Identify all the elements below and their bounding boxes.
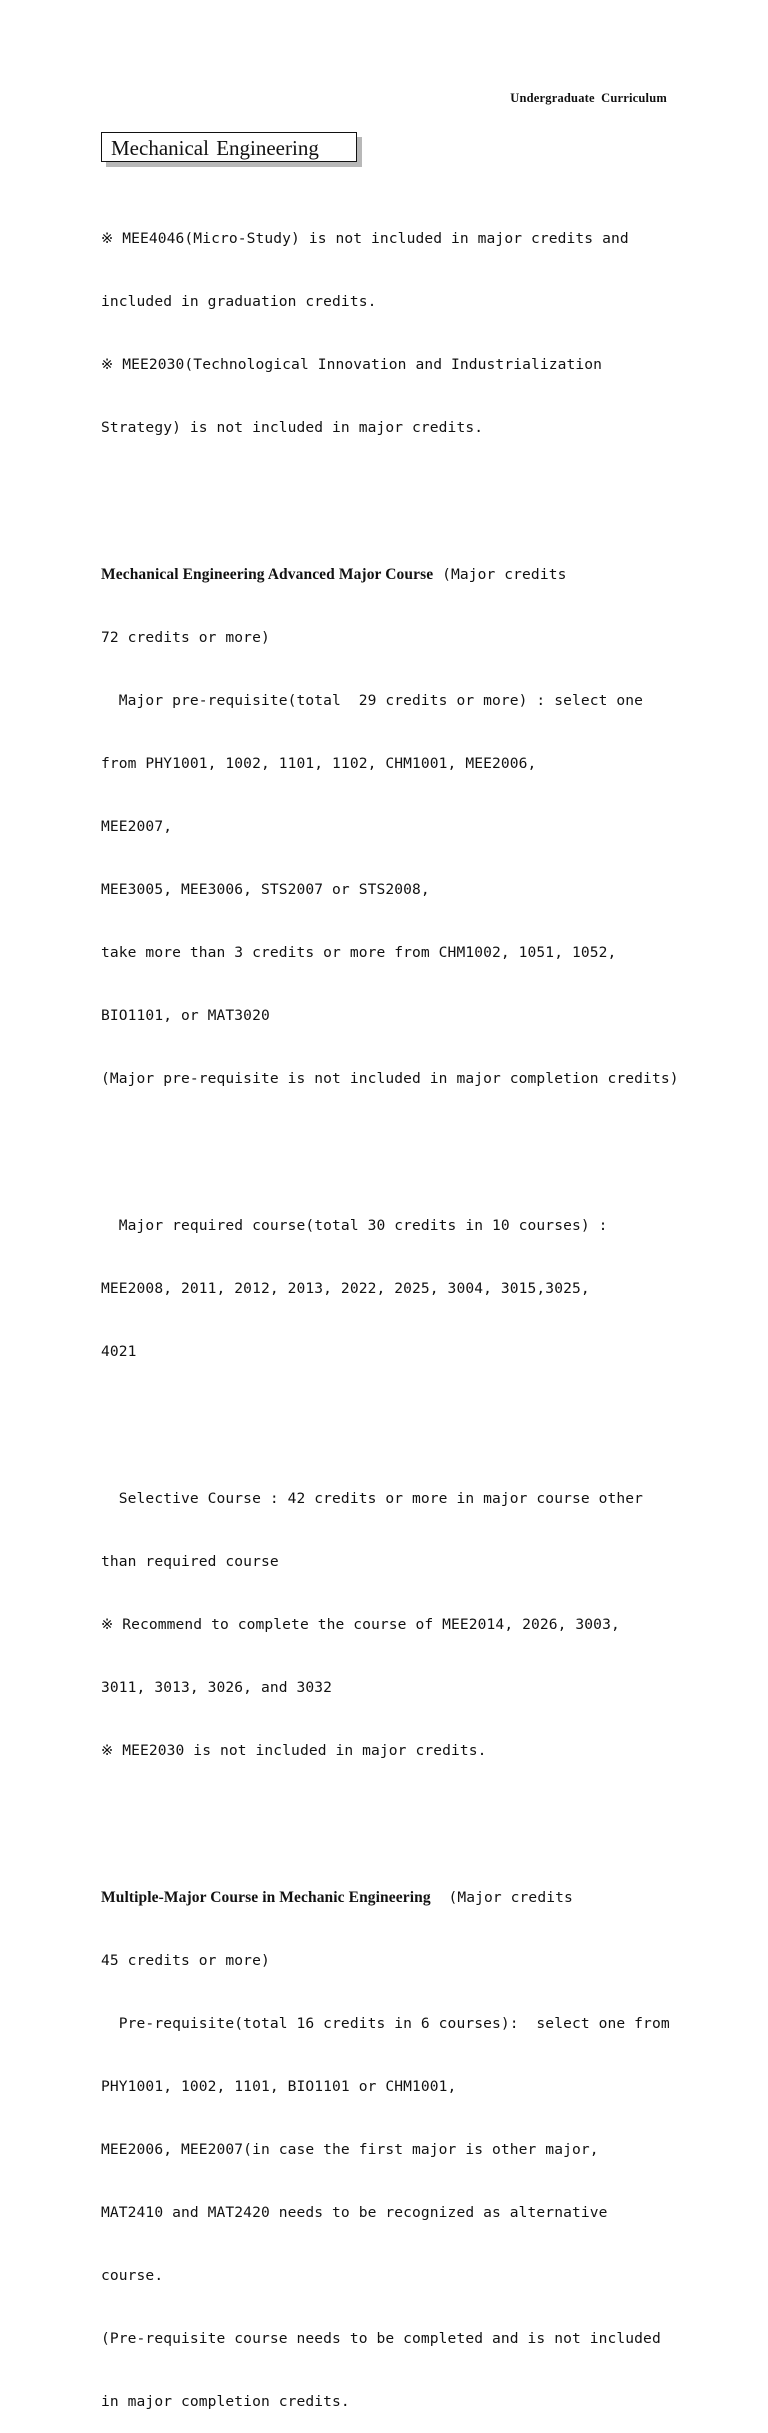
spacer bbox=[101, 1803, 671, 1824]
section-header-label: Undergraduate Curriculum bbox=[510, 91, 667, 105]
title-box-frame bbox=[101, 132, 357, 162]
selective-line: ※ MEE2030 is not included in major credits. bbox=[101, 1742, 487, 1759]
multiple-line: in major completion credits. bbox=[101, 2393, 350, 2410]
advanced-heading: Mechanical Engineering Advanced Major Course bbox=[101, 566, 434, 583]
multiple-line: PHY1001, 1002, 1101, BIO1101 or CHM1001, bbox=[101, 2078, 457, 2095]
required-line: MEE2008, 2011, 2012, 2013, 2022, 2025, 3004, 3015,3025, bbox=[101, 1280, 590, 1297]
advanced-line: 72 credits or more) bbox=[101, 629, 270, 646]
advanced-line: Major pre-requisite(total 29 credits or more) : select one bbox=[101, 692, 644, 709]
advanced-line: BIO1101, or MAT3020 bbox=[101, 1007, 270, 1024]
advanced-heading-line bbox=[101, 564, 671, 585]
required-line: 4021 bbox=[101, 1343, 137, 1360]
advanced-line: MEE2007, bbox=[101, 818, 173, 835]
multiple-line: MEE2006, MEE2007(in case the first major is other major, bbox=[101, 2141, 599, 2158]
page-title: Mechanical Engineering bbox=[111, 136, 319, 160]
advanced-line: take more than 3 credits or more from CHM1002, 1051, 1052, bbox=[101, 944, 617, 961]
title-box bbox=[101, 132, 362, 167]
multiple-line: course. bbox=[101, 2267, 164, 2284]
spacer bbox=[101, 1131, 671, 1152]
selective-line: than required course bbox=[101, 1553, 279, 1570]
multiple-heading-suffix: (Major credits bbox=[430, 1889, 573, 1906]
selective-line: ※ Recommend to complete the course of MEE2014, 2026, 3003, bbox=[101, 1616, 620, 1633]
multiple-heading: Multiple-Major Course in Mechanic Engineering bbox=[101, 1889, 431, 1906]
selective-line: 3011, 3013, 3026, and 3032 bbox=[101, 1679, 333, 1696]
multiple-heading-line bbox=[101, 1887, 671, 1908]
multiple-line: Pre-requisite(total 16 credits in 6 courses): select one from bbox=[101, 2015, 670, 2032]
spacer bbox=[101, 480, 671, 501]
selective-line: Selective Course : 42 credits or more in major course other bbox=[101, 1490, 644, 1507]
curriculum-body bbox=[101, 186, 679, 2433]
spacer bbox=[101, 1404, 671, 1425]
advanced-line: from PHY1001, 1002, 1101, 1102, CHM1001, MEE2006, bbox=[101, 755, 537, 772]
multiple-line: (Pre-requisite course needs to be completed and is not included bbox=[101, 2330, 661, 2347]
multiple-line: 45 credits or more) bbox=[101, 1952, 270, 1969]
advanced-line: (Major pre-requisite is not included in major completion credits) bbox=[101, 1070, 679, 1087]
note-line: ※ MEE2030(Technological Innovation and Industrialization bbox=[101, 356, 603, 373]
note-line: ※ MEE4046(Micro-Study) is not included in major credits and bbox=[101, 230, 629, 247]
note-line: Strategy) is not included in major credits. bbox=[101, 419, 484, 436]
advanced-heading-suffix: (Major credits bbox=[433, 566, 567, 583]
required-line: Major required course(total 30 credits in 10 courses) : bbox=[101, 1217, 608, 1234]
advanced-line: MEE3005, MEE3006, STS2007 or STS2008, bbox=[101, 881, 430, 898]
note-line: included in graduation credits. bbox=[101, 293, 377, 310]
multiple-line: MAT2410 and MAT2420 needs to be recognized as alternative bbox=[101, 2204, 608, 2221]
